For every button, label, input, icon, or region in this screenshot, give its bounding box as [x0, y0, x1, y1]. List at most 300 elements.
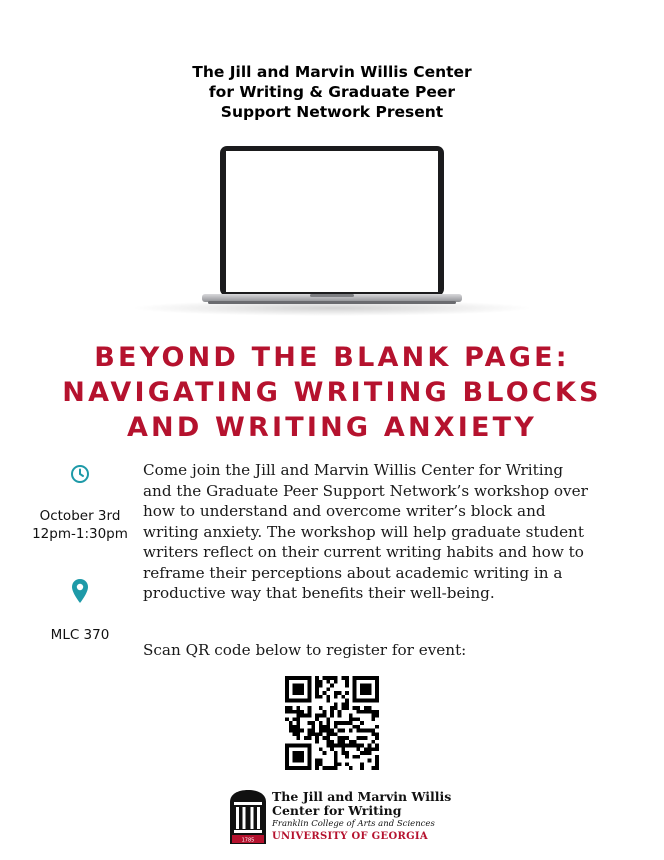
- qr-module: [356, 725, 360, 729]
- event-location: MLC 370: [50, 627, 110, 643]
- qr-module: [293, 699, 297, 703]
- qr-module: [285, 759, 289, 763]
- qr-module: [330, 740, 334, 744]
- title-line-2: NAVIGATING WRITING BLOCKS: [62, 377, 602, 408]
- qr-module: [338, 710, 342, 714]
- qr-module: [368, 710, 372, 714]
- qr-module: [368, 676, 372, 680]
- qr-module: [349, 729, 353, 733]
- qr-module: [311, 725, 315, 729]
- qr-module: [315, 759, 319, 763]
- qr-module: [375, 766, 379, 770]
- qr-module: [341, 729, 345, 733]
- qr-module: [334, 755, 338, 759]
- qr-module: [285, 717, 289, 721]
- qr-module: [296, 755, 300, 759]
- qr-module: [300, 729, 304, 733]
- qr-module: [308, 680, 312, 684]
- qr-module: [353, 676, 357, 680]
- qr-module: [330, 766, 334, 770]
- qr-module: [349, 714, 353, 718]
- qr-module: [368, 747, 372, 751]
- qr-module: [308, 687, 312, 691]
- qr-module: [364, 736, 368, 740]
- qr-module: [293, 729, 297, 733]
- description-line: Come join the Jill and Marvin Willis Center for Writing: [143, 461, 564, 479]
- qr-module: [289, 766, 293, 770]
- qr-module: [368, 759, 372, 763]
- qr-module: [293, 759, 297, 763]
- qr-module: [308, 755, 312, 759]
- qr-module: [330, 714, 334, 718]
- qr-module: [289, 725, 293, 729]
- qr-module: [375, 695, 379, 699]
- qr-module: [304, 744, 308, 748]
- qr-module: [326, 729, 330, 733]
- qr-module: [300, 744, 304, 748]
- clock-icon: [0, 464, 160, 484]
- qr-module: [323, 766, 327, 770]
- qr-module: [323, 751, 327, 755]
- qr-module: [334, 721, 338, 725]
- qr-module: [315, 766, 319, 770]
- qr-module: [285, 687, 289, 691]
- qr-module: [356, 729, 360, 733]
- qr-module: [326, 687, 330, 691]
- qr-module: [360, 729, 364, 733]
- logo-line-1: The Jill and Marvin Willis: [272, 789, 452, 804]
- qr-module: [289, 706, 293, 710]
- qr-module: [326, 695, 330, 699]
- qr-module: [353, 725, 357, 729]
- qr-module: [345, 736, 349, 740]
- qr-module: [334, 702, 338, 706]
- qr-module: [341, 676, 345, 680]
- qr-module: [315, 717, 319, 721]
- qr-module: [345, 755, 349, 759]
- qr-module: [319, 706, 323, 710]
- qr-module: [319, 721, 323, 725]
- date-time: [0, 507, 160, 543]
- qr-module: [300, 687, 304, 691]
- qr-module: [296, 676, 300, 680]
- description-line: writers reflect on their current writing habits and how to: [143, 543, 584, 561]
- qr-module: [364, 684, 368, 688]
- qr-module: [345, 699, 349, 703]
- qr-module: [304, 714, 308, 718]
- qr-module: [338, 721, 342, 725]
- qr-module: [296, 759, 300, 763]
- qr-module: [375, 759, 379, 763]
- qr-module: [360, 744, 364, 748]
- qr-module: [323, 725, 327, 729]
- qr-module: [326, 717, 330, 721]
- qr-module: [323, 714, 327, 718]
- qr-module: [356, 699, 360, 703]
- logo-line-2: Center for Writing: [272, 803, 402, 818]
- qr-module: [289, 744, 293, 748]
- qr-module: [289, 721, 293, 725]
- qr-module: [308, 759, 312, 763]
- qr-module: [353, 687, 357, 691]
- header-line-2: for Writing & Graduate Peer: [208, 83, 456, 101]
- qr-module: [353, 695, 357, 699]
- qr-module: [296, 706, 300, 710]
- qr-module: [293, 691, 297, 695]
- qr-module: [326, 721, 330, 725]
- title-line-3: AND WRITING ANXIETY: [126, 412, 538, 443]
- qr-module: [285, 676, 289, 680]
- qr-module: [341, 744, 345, 748]
- qr-module: [356, 676, 360, 680]
- qr-module: [356, 747, 360, 751]
- qr-module: [300, 684, 304, 688]
- qr-module: [330, 744, 334, 748]
- qr-module: [330, 729, 334, 733]
- event-location-block: [0, 626, 160, 644]
- qr-module: [319, 725, 323, 729]
- qr-module: [300, 766, 304, 770]
- qr-module: [334, 691, 338, 695]
- event-title: [0, 340, 664, 445]
- qr-module: [319, 714, 323, 718]
- qr-module: [364, 729, 368, 733]
- qr-module: [300, 755, 304, 759]
- qr-module: [300, 676, 304, 680]
- qr-module: [368, 687, 372, 691]
- qr-module: [296, 766, 300, 770]
- qr-module: [300, 710, 304, 714]
- qr-module: [368, 699, 372, 703]
- qr-module: [338, 691, 342, 695]
- qr-module: [334, 744, 338, 748]
- qr-module: [304, 699, 308, 703]
- qr-module: [334, 725, 338, 729]
- qr-module: [304, 676, 308, 680]
- logo-wordmark: [272, 790, 451, 843]
- qr-module: [334, 762, 338, 766]
- qr-module: [364, 710, 368, 714]
- qr-module: [308, 706, 312, 710]
- qr-module: [353, 680, 357, 684]
- qr-module: [319, 695, 323, 699]
- qr-module: [364, 706, 368, 710]
- qr-module: [289, 710, 293, 714]
- qr-module: [330, 676, 334, 680]
- qr-module: [323, 691, 327, 695]
- qr-module: [296, 736, 300, 740]
- qr-module: [338, 736, 342, 740]
- qr-module: [308, 710, 312, 714]
- qr-module: [334, 759, 338, 763]
- qr-module: [296, 721, 300, 725]
- qr-module: [360, 721, 364, 725]
- qr-module: [293, 751, 297, 755]
- qr-module: [375, 691, 379, 695]
- qr-module: [360, 736, 364, 740]
- title-line-1: BEYOND THE BLANK PAGE:: [94, 342, 570, 373]
- qr-module: [315, 740, 319, 744]
- registration-prompt: Scan QR code below to register for event:: [143, 641, 467, 659]
- qr-module: [345, 676, 349, 680]
- qr-module: [345, 702, 349, 706]
- qr-module: [326, 744, 330, 748]
- qr-module: [308, 721, 312, 725]
- logo-year: 1785: [241, 837, 255, 844]
- event-date: October 3rd: [39, 508, 121, 524]
- logo-line-4: UNIVERSITY OF GEORGIA: [272, 831, 428, 842]
- qr-module: [315, 714, 319, 718]
- qr-module: [296, 725, 300, 729]
- qr-module: [341, 740, 345, 744]
- qr-module: [296, 699, 300, 703]
- qr-module: [353, 744, 357, 748]
- qr-module: [349, 744, 353, 748]
- qr-module: [375, 684, 379, 688]
- qr-module: [319, 684, 323, 688]
- qr-module: [338, 744, 342, 748]
- qr-module: [349, 721, 353, 725]
- qr-module: [285, 762, 289, 766]
- qr-module: [371, 729, 375, 733]
- qr-module: [326, 732, 330, 736]
- qr-module: [356, 706, 360, 710]
- qr-module: [289, 729, 293, 733]
- qr-module: [308, 699, 312, 703]
- qr-module: [296, 684, 300, 688]
- qr-module: [368, 706, 372, 710]
- qr-module: [308, 691, 312, 695]
- qr-module: [326, 680, 330, 684]
- qr-module: [334, 732, 338, 736]
- qr-module: [319, 680, 323, 684]
- qr-module: [375, 747, 379, 751]
- qr-module: [334, 676, 338, 680]
- qr-module: [356, 710, 360, 714]
- qr-module: [308, 747, 312, 751]
- description-line: reframe their perceptions about academic writing in a: [143, 563, 563, 582]
- qr-module: [293, 755, 297, 759]
- qr-module: [360, 691, 364, 695]
- qr-module: [345, 751, 349, 755]
- qr-module: [300, 691, 304, 695]
- laptop-image: [128, 140, 536, 318]
- qr-module: [330, 710, 334, 714]
- header-line-3: Support Network Present: [220, 103, 444, 121]
- qr-module: [285, 766, 289, 770]
- qr-module: [360, 676, 364, 680]
- qr-module: [341, 695, 345, 699]
- qr-module: [308, 762, 312, 766]
- qr-module: [330, 684, 334, 688]
- qr-module: [356, 717, 360, 721]
- qr-module: [293, 744, 297, 748]
- qr-module: [326, 676, 330, 680]
- qr-module: [289, 699, 293, 703]
- qr-module: [375, 744, 379, 748]
- qr-module: [319, 759, 323, 763]
- qr-module: [341, 751, 345, 755]
- qr-module: [315, 684, 319, 688]
- qr-module: [353, 717, 357, 721]
- registration-qr-code[interactable]: [285, 676, 379, 770]
- qr-module: [304, 736, 308, 740]
- qr-module: [293, 684, 297, 688]
- qr-module: [293, 710, 297, 714]
- logo-line-3: Franklin College of Arts and Sciences: [272, 819, 435, 829]
- qr-module: [341, 721, 345, 725]
- qr-module: [319, 729, 323, 733]
- qr-module: [323, 710, 327, 714]
- qr-module: [356, 736, 360, 740]
- qr-module: [371, 699, 375, 703]
- qr-module: [300, 714, 304, 718]
- qr-module: [360, 751, 364, 755]
- qr-module: [353, 706, 357, 710]
- qr-module: [375, 710, 379, 714]
- qr-module: [375, 699, 379, 703]
- qr-module: [375, 680, 379, 684]
- qr-module: [360, 684, 364, 688]
- qr-module: [349, 766, 353, 770]
- qr-module: [323, 729, 327, 733]
- qr-module: [368, 691, 372, 695]
- qr-module: [345, 721, 349, 725]
- qr-module: [368, 751, 372, 755]
- qr-module: [341, 747, 345, 751]
- qr-module: [296, 687, 300, 691]
- qr-module: [371, 676, 375, 680]
- qr-module: [364, 751, 368, 755]
- qr-module: [341, 706, 345, 710]
- qr-module: [326, 699, 330, 703]
- qr-module: [296, 714, 300, 718]
- qr-module: [371, 714, 375, 718]
- qr-module: [360, 687, 364, 691]
- qr-module: [371, 710, 375, 714]
- qr-module: [349, 717, 353, 721]
- qr-module: [356, 744, 360, 748]
- qr-module: [345, 680, 349, 684]
- qr-module: [368, 744, 372, 748]
- presenter-header: [0, 62, 664, 122]
- qr-module: [371, 747, 375, 751]
- qr-module: [315, 680, 319, 684]
- qr-module: [296, 732, 300, 736]
- qr-module: [338, 740, 342, 744]
- qr-module: [311, 729, 315, 733]
- qr-module: [285, 699, 289, 703]
- qr-module: [345, 744, 349, 748]
- qr-module: [360, 766, 364, 770]
- qr-module: [338, 729, 342, 733]
- qr-module: [338, 762, 342, 766]
- qr-module: [375, 762, 379, 766]
- qr-module: [315, 691, 319, 695]
- qr-module: [353, 699, 357, 703]
- qr-module: [353, 755, 357, 759]
- qr-module: [364, 747, 368, 751]
- qr-module: [375, 714, 379, 718]
- qr-module: [304, 766, 308, 770]
- qr-module: [308, 732, 312, 736]
- qr-module: [293, 725, 297, 729]
- description-line: productive way that benefits their well-being.: [143, 584, 495, 602]
- qr-module: [360, 699, 364, 703]
- header-line-1: The Jill and Marvin Willis Center: [192, 63, 472, 81]
- qr-module: [293, 717, 297, 721]
- qr-module: [308, 751, 312, 755]
- qr-module: [285, 691, 289, 695]
- qr-module: [285, 706, 289, 710]
- qr-module: [375, 736, 379, 740]
- qr-module: [334, 680, 338, 684]
- qr-module: [308, 684, 312, 688]
- qr-module: [285, 755, 289, 759]
- qr-module: [289, 676, 293, 680]
- qr-module: [319, 732, 323, 736]
- qr-module: [308, 676, 312, 680]
- qr-module: [285, 744, 289, 748]
- qr-module: [296, 751, 300, 755]
- qr-module: [349, 740, 353, 744]
- qr-module: [293, 687, 297, 691]
- qr-module: [368, 729, 372, 733]
- qr-module: [375, 725, 379, 729]
- qr-module: [326, 736, 330, 740]
- qr-module: [341, 702, 345, 706]
- qr-module: [285, 684, 289, 688]
- qr-module: [315, 676, 319, 680]
- qr-module: [330, 732, 334, 736]
- qr-module: [371, 766, 375, 770]
- qr-module: [296, 710, 300, 714]
- qr-module: [315, 736, 319, 740]
- qr-module: [308, 766, 312, 770]
- qr-module: [308, 744, 312, 748]
- qr-module: [353, 684, 357, 688]
- qr-module: [308, 729, 312, 733]
- qr-module: [345, 684, 349, 688]
- qr-module: [311, 732, 315, 736]
- qr-module: [311, 721, 315, 725]
- event-description: [143, 460, 643, 604]
- qr-module: [371, 740, 375, 744]
- qr-module: [341, 736, 345, 740]
- qr-module: [375, 755, 379, 759]
- qr-module: [315, 695, 319, 699]
- qr-module: [285, 695, 289, 699]
- qr-module: [353, 740, 357, 744]
- qr-module: [345, 691, 349, 695]
- qr-module: [360, 710, 364, 714]
- writing-center-logo: [228, 786, 452, 852]
- qr-module: [338, 714, 342, 718]
- qr-module: [326, 766, 330, 770]
- description-line: how to understand and overcome writer’s block and: [143, 502, 546, 520]
- qr-module: [330, 747, 334, 751]
- qr-module: [375, 676, 379, 680]
- qr-module: [296, 729, 300, 733]
- qr-module: [364, 687, 368, 691]
- qr-module: [345, 706, 349, 710]
- event-time: 12pm-1:30pm: [32, 526, 128, 542]
- qr-module: [300, 759, 304, 763]
- qr-module: [308, 714, 312, 718]
- qr-module: [334, 695, 338, 699]
- qr-module: [285, 751, 289, 755]
- qr-module: [368, 684, 372, 688]
